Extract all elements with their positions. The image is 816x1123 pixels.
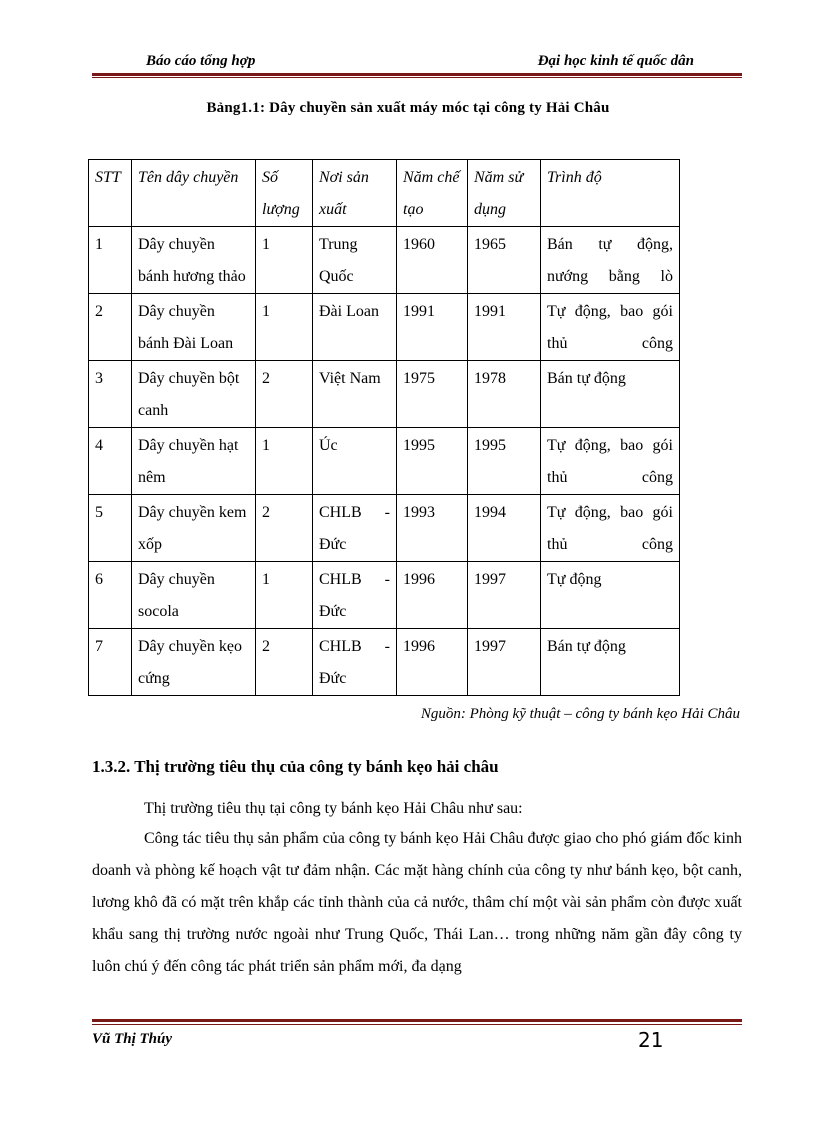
header-cell-year-made: Năm chế tạo	[397, 160, 468, 227]
paragraph-intro: Thị trường tiêu thụ tại công ty bánh kẹo Hải Châu như sau:	[144, 800, 523, 817]
cell-year-made: 1991	[397, 294, 468, 361]
cell-year-made: 1996	[397, 629, 468, 696]
cell-name: Dây chuyền kẹo cứng	[132, 629, 256, 696]
cell-year-used: 1994	[468, 495, 541, 562]
cell-year-used: 1978	[468, 361, 541, 428]
cell-stt: 4	[89, 428, 132, 495]
table-header-row	[89, 160, 680, 227]
cell-quantity: 1	[256, 562, 313, 629]
cell-quantity: 1	[256, 227, 313, 294]
header-cell-level: Trình độ	[541, 160, 680, 227]
cell-origin: Đài Loan	[313, 294, 397, 361]
cell-quantity: 1	[256, 294, 313, 361]
header-report-title: Báo cáo tổng hợp	[146, 53, 256, 69]
cell-year-used: 1991	[468, 294, 541, 361]
cell-stt: 6	[89, 562, 132, 629]
footer-author: Vũ Thị Thúy	[92, 1031, 173, 1047]
cell-year-used: 1997	[468, 629, 541, 696]
table-row	[89, 361, 680, 428]
header-cell-name: Tên dây chuyền	[132, 160, 256, 227]
header-cell-quantity: Số lượng	[256, 160, 313, 227]
table-row	[89, 629, 680, 696]
table-row	[89, 227, 680, 294]
cell-year-made: 1996	[397, 562, 468, 629]
cell-year-made: 1975	[397, 361, 468, 428]
page-number: 21	[638, 1028, 664, 1052]
cell-level: Tự động, bao gói thủ công	[541, 495, 680, 562]
cell-quantity: 1	[256, 428, 313, 495]
cell-quantity: 2	[256, 629, 313, 696]
cell-origin: CHLB - Đức	[313, 562, 397, 629]
cell-level: Bán tự động	[541, 629, 680, 696]
footer-rule-thin	[92, 1024, 742, 1025]
header-cell-stt: STT	[89, 160, 132, 227]
cell-origin: Trung Quốc	[313, 227, 397, 294]
header-rule-thin	[92, 77, 742, 78]
cell-origin: CHLB - Đức	[313, 495, 397, 562]
header-cell-origin: Nơi sản xuất	[313, 160, 397, 227]
table-row	[89, 562, 680, 629]
cell-stt: 5	[89, 495, 132, 562]
footer-rule	[92, 1019, 742, 1022]
cell-year-made: 1995	[397, 428, 468, 495]
table-row	[89, 428, 680, 495]
cell-name: Dây chuyền bột canh	[132, 361, 256, 428]
cell-year-used: 1995	[468, 428, 541, 495]
table-row	[89, 495, 680, 562]
table-caption: Bảng1.1: Dây chuyền sản xuất máy móc tại công ty Hải Châu	[206, 100, 610, 116]
cell-level: Bán tự động	[541, 361, 680, 428]
cell-level: Tự động	[541, 562, 680, 629]
cell-quantity: 2	[256, 495, 313, 562]
table-row	[89, 294, 680, 361]
cell-year-made: 1993	[397, 495, 468, 562]
cell-level: Bán tự động, nướng bằng lò	[541, 227, 680, 294]
cell-stt: 1	[89, 227, 132, 294]
cell-stt: 2	[89, 294, 132, 361]
cell-name: Dây chuyền kem xốp	[132, 495, 256, 562]
cell-quantity: 2	[256, 361, 313, 428]
section-heading: 1.3.2. Thị trường tiêu thụ của công ty bánh kẹo hải châu	[92, 757, 499, 776]
cell-name: Dây chuyền bánh hương thảo	[132, 227, 256, 294]
cell-year-made: 1960	[397, 227, 468, 294]
cell-origin: CHLB - Đức	[313, 629, 397, 696]
header-cell-year-used: Năm sử dụng	[468, 160, 541, 227]
production-line-table	[88, 159, 680, 696]
cell-name: Dây chuyền hạt nêm	[132, 428, 256, 495]
cell-origin: Việt Nam	[313, 361, 397, 428]
paragraph-body: Công tác tiêu thụ sản phẩm của công ty bánh kẹo Hải Châu được giao cho phó giám đốc kinh doanh và phòng kế hoạch vật tư đảm nhận. Các mặt hàng chính của công ty như bánh kẹo, bột canh, lương khô đã có mặt trên khắp các tỉnh thành của cả nước, thâm chí một vài sản phẩm còn được xuất khẩu sang thị trường nước ngoài như Trung Quốc, Thái Lan… trong những năm gần đây công ty luôn chú ý đến công tác phát triển sản phẩm mới, đa dạng	[92, 830, 742, 975]
cell-stt: 3	[89, 361, 132, 428]
table-source-note: Nguồn: Phòng kỹ thuật – công ty bánh kẹo Hải Châu	[420, 706, 740, 722]
header-rule	[92, 73, 742, 76]
cell-level: Tự động, bao gói thủ công	[541, 428, 680, 495]
cell-level: Tự động, bao gói thủ công	[541, 294, 680, 361]
cell-year-used: 1997	[468, 562, 541, 629]
cell-name: Dây chuyền bánh Đài Loan	[132, 294, 256, 361]
cell-stt: 7	[89, 629, 132, 696]
cell-origin: Úc	[313, 428, 397, 495]
header-university: Đại học kinh tế quốc dân	[537, 53, 694, 69]
cell-year-used: 1965	[468, 227, 541, 294]
cell-name: Dây chuyền socola	[132, 562, 256, 629]
